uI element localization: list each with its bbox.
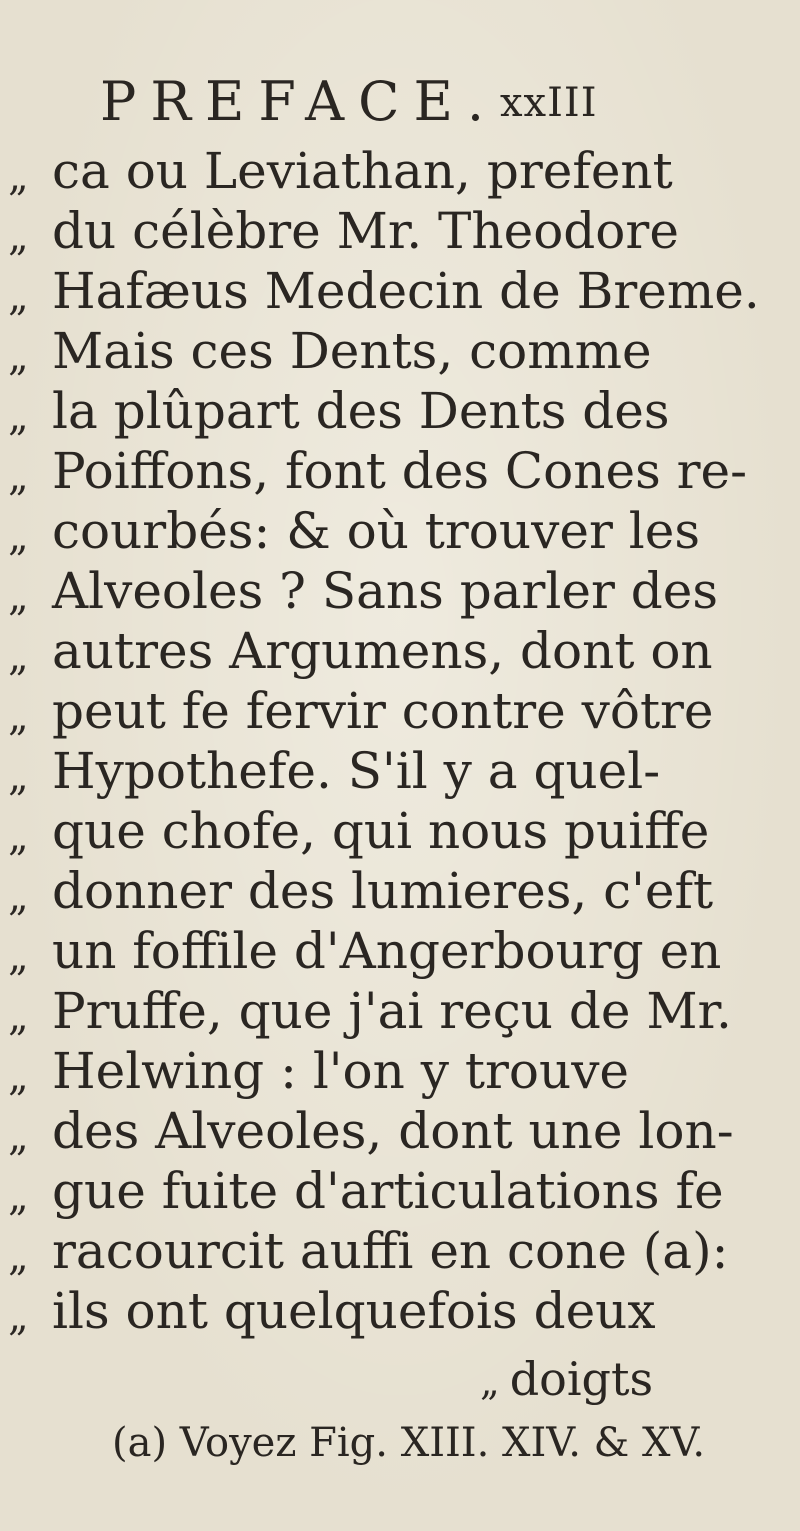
line-text: Poiffons, font des Cones re- (52, 442, 748, 500)
line-text: Helwing : l'on y trouve (52, 1042, 630, 1100)
line-text: gue fuite d'articulations fe (52, 1162, 724, 1220)
text-line (0, 1100, 800, 1162)
line-text: racourcit auffi en cone (a): (52, 1222, 729, 1280)
text-line (0, 1280, 800, 1342)
line-text: des Alveoles, dont une lon- (52, 1102, 734, 1160)
quote-mark: „ (8, 1294, 29, 1340)
text-line (0, 200, 800, 262)
line-text: peut fe fervir contre vôtre (52, 682, 714, 740)
text-line (0, 320, 800, 382)
line-text: que chofe, qui nous puiffe (52, 802, 710, 860)
line-text: Mais ces Dents, comme (52, 322, 652, 380)
line-text: autres Argumens, dont on (52, 622, 713, 680)
quote-mark: „ (8, 994, 29, 1040)
quote-mark: „ (8, 874, 29, 920)
quote-mark: „ (8, 574, 29, 620)
quote-mark: „ (8, 334, 29, 380)
line-text: Hypothefe. S'il y a quel- (52, 742, 661, 800)
line-text: Hafæus Medecin de Breme. (52, 262, 760, 320)
quote-mark: „ (8, 154, 29, 200)
line-text: Alveoles ? Sans parler des (52, 562, 719, 620)
catchword (480, 1352, 653, 1406)
line-text: du célèbre Mr. Theodore (52, 202, 679, 260)
quote-mark: „ (8, 694, 29, 740)
quote-mark: „ (8, 754, 29, 800)
quote-mark: „ (8, 274, 29, 320)
line-text: donner des lumieres, c'eft (52, 862, 714, 920)
text-line (0, 800, 800, 862)
text-line (0, 140, 800, 202)
text-line (0, 680, 800, 742)
quote-mark: „ (8, 1234, 29, 1280)
text-line (0, 440, 800, 502)
quote-mark: „ (8, 1174, 29, 1220)
line-text: Pruffe, que j'ai reçu de Mr. (52, 982, 732, 1040)
quote-mark: „ (8, 934, 29, 980)
text-line (0, 980, 800, 1042)
line-text: la plûpart des Dents des (52, 382, 670, 440)
text-line (0, 920, 800, 982)
quote-mark: „ (8, 1114, 29, 1160)
quote-mark: „ (8, 394, 29, 440)
text-line (0, 380, 800, 442)
line-text: courbés: & où trouver les (52, 502, 700, 560)
text-line (0, 560, 800, 622)
quote-mark: „ (8, 214, 29, 260)
text-line (0, 620, 800, 682)
quote-mark: „ (8, 814, 29, 860)
text-line (0, 1040, 800, 1102)
quote-mark: „ (480, 1360, 500, 1404)
text-line (0, 500, 800, 562)
page-header (100, 70, 740, 140)
text-line (0, 860, 800, 922)
quote-mark: „ (8, 454, 29, 500)
footnote: (a) Voyez Fig. XIII. XIV. & XV. (112, 1420, 706, 1466)
running-title: PREFACE. (100, 70, 499, 133)
line-text: un foffile d'Angerbourg en (52, 922, 722, 980)
page-number: xxIII (500, 80, 598, 126)
line-text: ils ont quelquefois deux (52, 1282, 656, 1340)
quote-mark: „ (8, 1054, 29, 1100)
quote-mark: „ (8, 634, 29, 680)
text-line (0, 1220, 800, 1282)
text-line (0, 260, 800, 322)
text-line (0, 740, 800, 802)
text-line (0, 1160, 800, 1222)
line-text: ca ou Leviathan, prefent (52, 142, 673, 200)
quote-mark: „ (8, 514, 29, 560)
catchword-text: doigts (509, 1352, 654, 1406)
